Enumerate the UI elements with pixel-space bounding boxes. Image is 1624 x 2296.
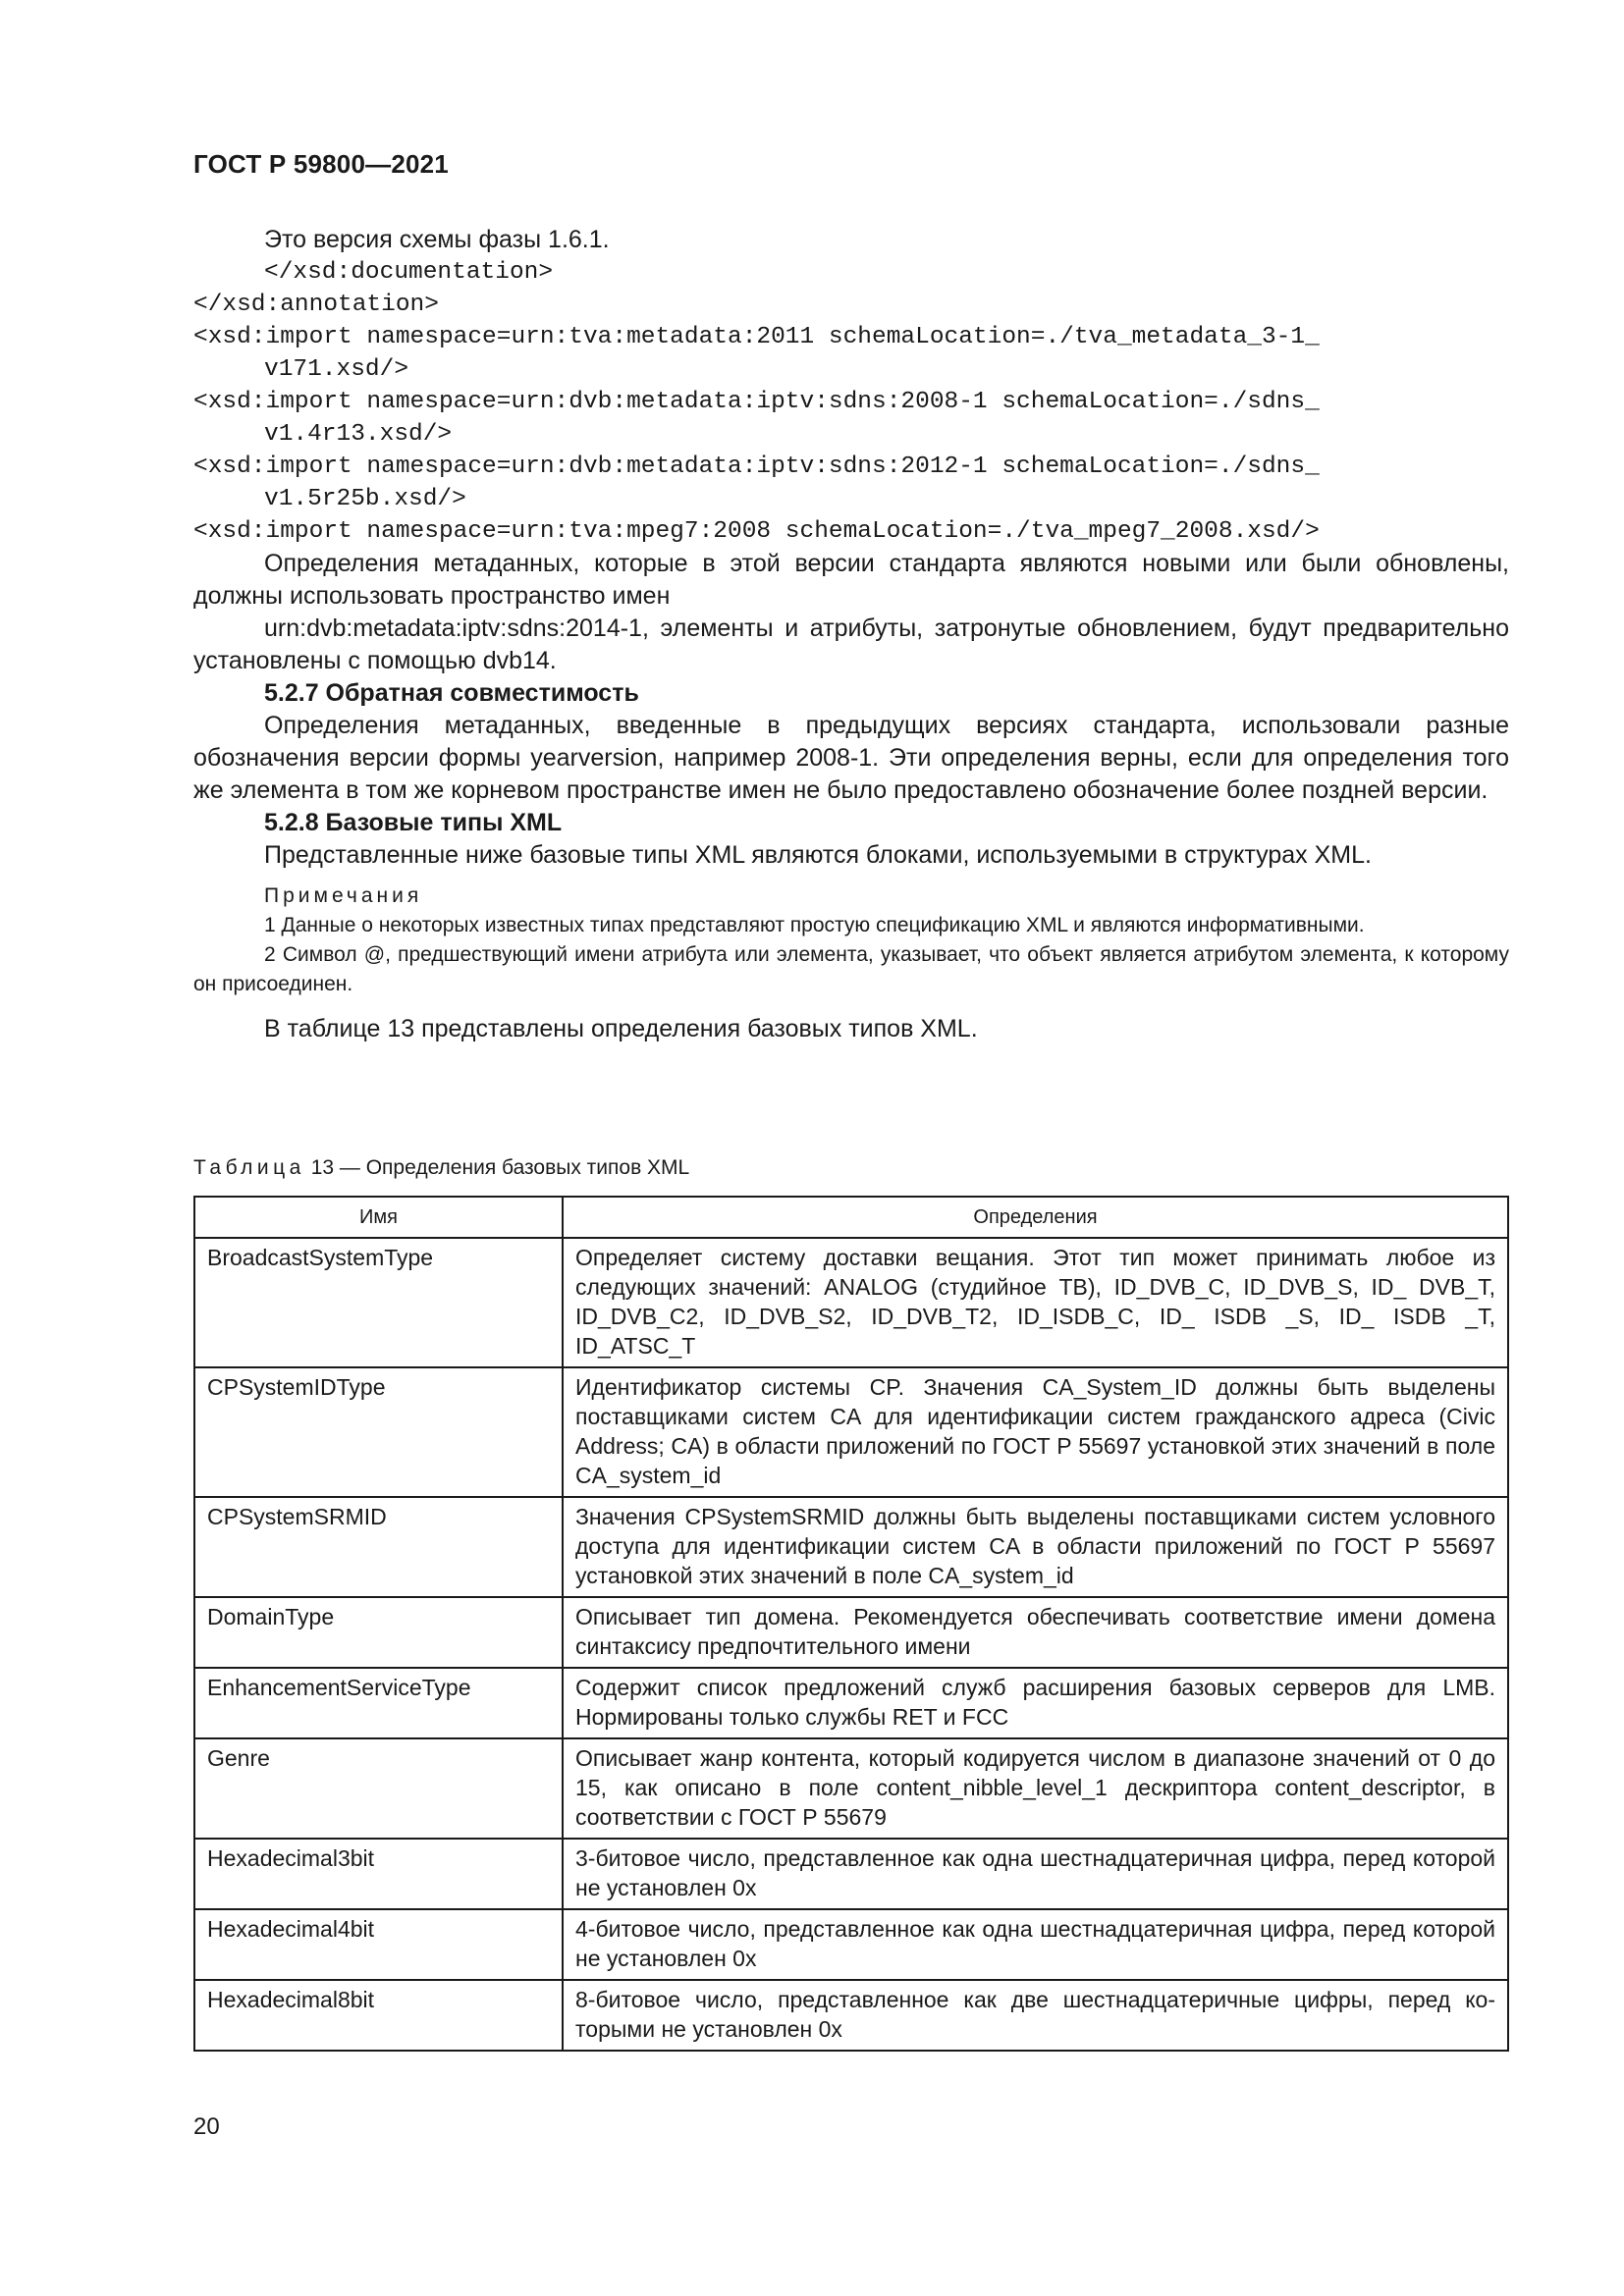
paragraph-table-reference: В таблице 13 представлены определения базовых типов XML. <box>264 1015 978 1042</box>
table-caption-prefix: Таблица <box>193 1156 305 1179</box>
column-header-name: Имя <box>194 1197 563 1238</box>
type-definition-cell: 4-битовое число, представленное как одна шестнадцатеричная цифра, перед которой не установлен 0x <box>563 1909 1508 1980</box>
xml-code-block <box>193 256 1509 548</box>
page-number: 20 <box>193 2113 220 2140</box>
type-definition-cell: Описывает жанр контента, который кодируется числом в диапазоне значений от 0 до 15, как описано в поле content_nibble_level_1 дескриптора content_descriptor, в соответствии с ГОСТ Р 55679 <box>563 1738 1508 1839</box>
table-row <box>194 1909 1508 1980</box>
code-line: <xsd:import namespace=urn:dvb:metadata:iptv:sdns:2008-1 schemaLocation=./sdns_ <box>193 389 1320 415</box>
column-header-definition: Определения <box>563 1197 1508 1238</box>
type-name-cell: Genre <box>194 1738 563 1839</box>
notes-title: Примечания <box>264 884 423 907</box>
type-name-cell: CPSystemSRMID <box>194 1497 563 1597</box>
section-heading-5-2-7: 5.2.7 Обратная совместимость <box>264 679 639 707</box>
paragraph-namespace-urn: urn:dvb:metadata:iptv:sdns:2014-1, элементы и атрибуты, затронутые обновлением, будут предварительно установлены с помощью dvb14. <box>193 614 1509 674</box>
code-line: <xsd:import namespace=urn:tva:metadata:2011 schemaLocation=./tva_metadata_3-1_ <box>193 324 1320 350</box>
note-2: 2 Символ @, предшествующий имени атрибута или элемента, указывает, что объект является атрибутом элемента, к которому он присоединен. <box>193 943 1509 995</box>
type-definition-cell: 8-битовое число, представленное как две шестнадцатеричные цифры, перед которыми не установлен 0x <box>563 1980 1508 2051</box>
table-body <box>194 1238 1508 2051</box>
schema-version-text: Это версия схемы фазы 1.6.1. <box>264 226 610 253</box>
table-row <box>194 1980 1508 2051</box>
paragraph-base-types: Представленные ниже базовые типы XML являются блоками, используемыми в структурах XML. <box>264 841 1372 869</box>
table-caption-title: 13 — Определения базовых типов XML <box>310 1156 690 1179</box>
type-name-cell: DomainType <box>194 1597 563 1668</box>
code-line: v171.xsd/> <box>264 356 409 383</box>
table-row <box>194 1367 1508 1497</box>
table-caption <box>193 1153 689 1183</box>
table-row <box>194 1597 1508 1668</box>
type-name-cell: BroadcastSystemType <box>194 1238 563 1367</box>
code-line: v1.5r25b.xsd/> <box>264 486 466 512</box>
table-row <box>194 1238 1508 1367</box>
xml-base-types-table <box>193 1196 1509 2052</box>
table-row <box>194 1839 1508 1909</box>
type-name-cell: Hexadecimal8bit <box>194 1980 563 2051</box>
code-line: <xsd:import namespace=urn:tva:mpeg7:2008 schemaLocation=./tva_mpeg7_2008.xsd/> <box>193 518 1320 545</box>
code-line: </xsd:documentation> <box>264 259 554 286</box>
type-name-cell: CPSystemIDType <box>194 1367 563 1497</box>
code-line: <xsd:import namespace=urn:dvb:metadata:iptv:sdns:2012-1 schemaLocation=./sdns_ <box>193 454 1320 480</box>
table-header-row <box>194 1197 1508 1238</box>
document-code-header: ГОСТ Р 59800—2021 <box>193 149 449 179</box>
code-line: v1.4r13.xsd/> <box>264 421 453 448</box>
type-name-cell: Hexadecimal4bit <box>194 1909 563 1980</box>
table-row <box>194 1497 1508 1597</box>
paragraph-new-definitions: Определения метаданных, которые в этой версии стандарта являются новыми или были обновлены, должны использовать пространство имен <box>193 550 1509 610</box>
type-definition-cell: Значения CPSystemSRMID должны быть выделены поставщиками систем условного доступа для идентификации систем CA в области приложений по ГОСТ Р 55697 установкой этих значений в поле CA_system_id <box>563 1497 1508 1597</box>
section-heading-5-2-8: 5.2.8 Базовые типы XML <box>264 809 563 836</box>
type-name-cell: EnhancementServiceType <box>194 1668 563 1738</box>
code-line: </xsd:annotation> <box>193 292 439 318</box>
paragraph-backward-compatibility: Определения метаданных, введенные в предыдущих версиях стандарта, использовали разные обозначения версии формы yearversion, например 2008-1. Эти определения верны, если для определения того же элемента в том же корневом пространстве имен не было предоставлено обозначение более поздней версии. <box>193 712 1509 804</box>
type-definition-cell: Определяет систему доставки вещания. Этот тип может принимать любое из следующих значений: ANALOG (студийное ТВ), ID_DVB_C, ID_DVB_S, ID_ DVB_T, ID_DVB_C2, ID_DVB_S2, ID_DVB_T2, ID_ISDB_C, ID_ ISDB _S, ID_ ISDB _T, ID_ATSC_T <box>563 1238 1508 1367</box>
table-row <box>194 1738 1508 1839</box>
note-1: 1 Данные о некоторых известных типах представляют простую спецификацию XML и являются информативными. <box>264 914 1365 936</box>
type-definition-cell: Содержит список предложений служб расширения базовых серверов для LMB. Нормированы только службы RET и FCC <box>563 1668 1508 1738</box>
type-definition-cell: Описывает тип домена. Рекомендуется обеспечивать соответствие имени домена синтаксису предпочтительного имени <box>563 1597 1508 1668</box>
document-body <box>193 224 1509 1045</box>
type-name-cell: Hexadecimal3bit <box>194 1839 563 1909</box>
type-definition-cell: 3-битовое число, представленное как одна шестнадцатеричная цифра, перед которой не установлен 0x <box>563 1839 1508 1909</box>
type-definition-cell: Идентификатор системы CP. Значения CA_System_ID должны быть выделены поставщиками систем CA для идентификации систем гражданского адреса (Civic Address; CA) в области приложений по ГОСТ Р 55697 установкой этих значений в поле CA_system_id <box>563 1367 1508 1497</box>
table-row <box>194 1668 1508 1738</box>
